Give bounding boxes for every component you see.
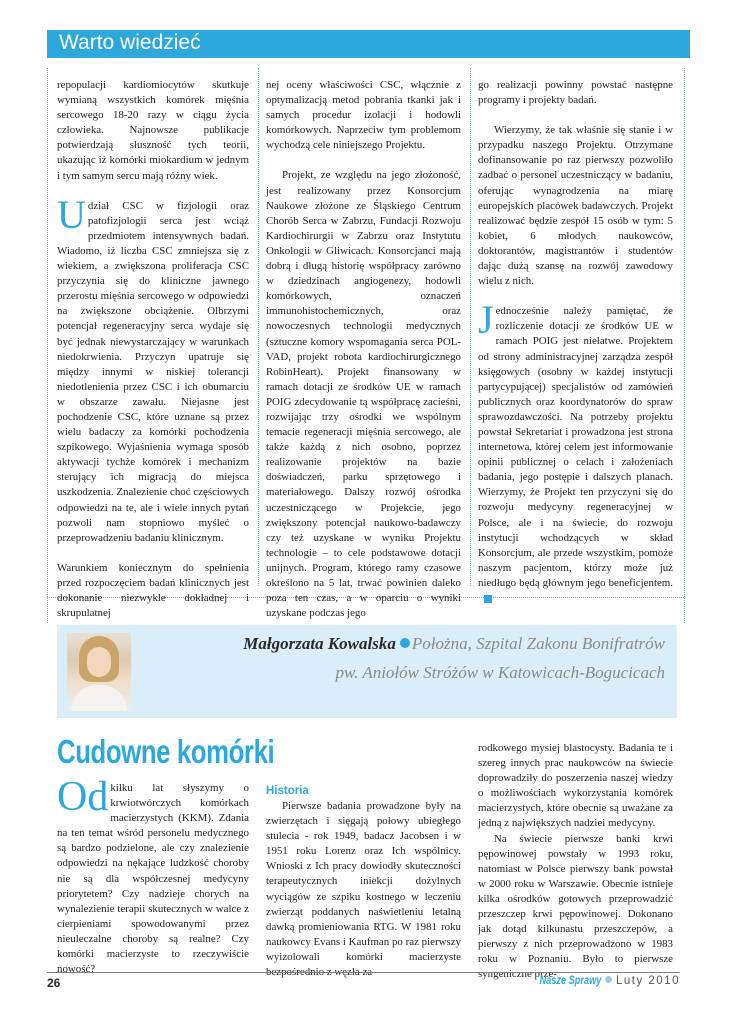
paragraph: nej oceny właściwości CSC, włącznie z optymalizacją metod pobrania tkanki jak i samych procedur izolacji i hodowli komórkowych. Naprzeciw tym problemom wychodzą cele niniejszego Projektu. (266, 79, 461, 152)
paragraph: Projekt, ze względu na jego złożoność, jest realizowany przez Konsorcjum Naukowe złożone ze Śląskiego Centrum Chorób Serca w Zabrzu, Fundacji Rozwoju Kardiochirurgii w Zabrzu oraz Instytutu Onkologii w Gliwicach. Konsorcjanci mają dobrą i długą historię współpracy zarówno w dziedzinach angiogenezy, hodowli komórkowych, oznaczeń immunohistochemicznych, oraz nowoczesnych technologii medycznych (sztuczne komory wspomagania serca POL-VAD, projekt robota kardiochirurgicznego RobinHeart). Projekt finansowany w ramach dotacji ze środków UE w ramach POIG zdecydowanie tą współpracę zacieśni, rozwijając trzy ośrodki we wspólnym temacie regeneracji mięśnia sercowego, ale także każdą z nich osobno, poprzez realizowanie projektów na bazie doświadczeń, parku sprzętowego i materiałowego. Dalszy rozwój ośrodka uczestniczącego w Projekcie, jego zwiększony potencjał naukowo-badawczy czy też uzyskane w wyniku Projektu technologie – to cele podstawowe dotacji unijnych. Program, którego ramy czasowe określono na 5 lat, trwać powinien daleko poza ten czas, a w oparciu o wyniki uzyskane podczas jego (266, 169, 461, 620)
paragraph: repopulacji kardiomiocytów skutkuje wymianą wszystkich komórek mięśnia sercowego 18-20 razy w ciągu życia człowieka. Najnowsze publikacje potwierdzają słuszność tych teorii, ukazując iż komórki miokardium w jednym i tym samym sercu mają różny wiek. (57, 79, 249, 182)
section-header-bar (47, 30, 690, 58)
drop-cap: U (57, 191, 86, 237)
paragraph-text: ednocześnie należy pamiętać, że rozliczenie dotacji ze środków UE w ramach POIG jest niełatwe. Projektem od strony administracyjnej zarządza zespół księgowych (osobny w każdej instytucji partycypującej) specjalistów od zamówień publicznych oraz koordynatorów do spraw sprawozdawczości. Na potrzeby projektu powstał Sekretariat i prowadzona jest strona internetowa, której celem jest informowanie opinii publicznej o celach i założeniach badania, jego postępie i dalszych planach. Wierzymy, że Projekt ten przyczyni się do rozwoju medycyny regeneracyjnej w Polsce, ale i na świecie, do rozwoju instytucji wchodzących w skład Konsorcjum, ale przede wszystkim, pomoże naszym pacjentom, którzy może już niedługo będą głównym jego beneficjentem. (478, 305, 673, 589)
paragraph (57, 774, 249, 977)
paragraph (57, 191, 249, 546)
footer-magazine (524, 975, 680, 987)
issue-date: Luty 2010 (615, 975, 680, 987)
author-affiliation-line-2: pw. Aniołów Stróżów w Katowicach-Bogucicach (335, 663, 665, 682)
paragraph: go realizacji powinny powstać następne programy i projekty badań. (478, 79, 673, 107)
bullet-icon (400, 638, 410, 648)
column-rule (684, 68, 685, 623)
footer-rule (47, 972, 680, 973)
section-heading: Historia (266, 785, 309, 797)
end-of-article-mark (484, 595, 492, 603)
paragraph: Wierzymy, że tak właśnie się stanie i w przypadku naszego Projektu. Otrzymane dofinansowanie po raz pierwszy pozwoliło zadbać o personel uczestniczący w badaniu, oferując wynagrodzenia na miarę europejskich placówek badawczych. Projekt realizować będzie zespół 15 osób w tym: 5 kobiet, 6 młodych naukowców, doktorantów, magistrantów i studentów dając dużą szansę na rozwój zawodowy wielu z nich. (478, 124, 673, 288)
author-affiliation: Położna, Szpital Zakonu Bonifratrów (411, 634, 665, 653)
author-byline (243, 634, 665, 654)
article1-column-1 (57, 78, 249, 621)
bullet-icon (605, 976, 612, 983)
drop-cap: Od (57, 774, 109, 820)
article1-column-2 (266, 78, 461, 621)
column-rule (470, 68, 471, 586)
article1-column-3 (478, 78, 673, 606)
page-number: 26 (47, 976, 61, 990)
article-title: Cudowne komórki (57, 733, 275, 770)
author-box (57, 625, 677, 718)
column-rule (47, 68, 48, 623)
section-title: Warto wiedzieć (59, 31, 201, 54)
paragraph: Pierwsze badania prowadzone były na zwierzętach i sięgają połowy ubiegłego stulecia - rok 1949, badacz Jacobsen i w 1951 roku Lorenz oraz Ich wspólnicy. Wnioski z Ich pracy dowiodły skuteczności terapeutycznych iniekcji dożylnych wyciągów ze szpiku kostnego w leczeniu zwierząt poddanych naświetleniu letalną dawką promieniowania RTG. W 1981 roku naukowcy Evans i Kaufman po raz pierwszy wyizolowali komórki macierzyste bezpośrednio z węzła za- (266, 800, 461, 979)
article2-column-3 (478, 741, 673, 983)
paragraph-text: dział CSC w fizjologii oraz patofizjologii serca jest wciąż przedmiotem intensywnych badań. Wiadomo, iż liczba CSC zmniejsza się z wiekiem, a zwiększona proliferacja CSC przyczynia się do kliniczne jawnego przerostu mięśnia sercowego w odpowiedzi na zwiększone obciążenie. Olbrzymi potencjał regeneracyjny serca wydaje się być jednak niewystarczający w warunkach niedokrwienia. Przyczyn upatruje się między innymi w niskiej tolerancji niedotlenienia przez CSC i ich obumarciu w obszarze zawału. Niejasne jest pochodzenie CSC, które uznane są przez wielu badaczy za komórki pochodzenia szpikowego. Wyjaśnienia wymaga sposób aktywacji tychże komórek i mechanizm sterujący ich migracją do miejsca uszkodzenia. Znalezienie choć częściowych odpowiedzi na te, ale i wiele innych pytań pozwoli nam stopniowo myśleć o przeprowadzeniu badaniu klinicznym. (57, 199, 249, 544)
article2-column-1 (57, 774, 249, 977)
author-photo (67, 633, 131, 711)
paragraph: Warunkiem koniecznym do spełnienia przed rozpoczęciem badań klinicznych jest dokonanie niezwykle dokładnej i skrupulatnej (57, 561, 249, 620)
paragraph-text: kilku lat słyszymy o krwiotwórczych komórkach macierzystych (KKM). Zdania na ten temat wśród personelu medycznego są bardzo podzielone, ale czy znalezienie odpowiedzi na nękające ludzkość choroby nie są dla współczesnej medycyny priorytetem? Czy nadzieje chorych na wynalezienie terapii skutecznych w walce z cierpieniami spowodowanymi przez nieuleczalne choroby są realne? Czy komórki macierzyste to rzeczywiście nowość? (57, 782, 249, 976)
column-rule (258, 68, 259, 586)
article2-column-2 (266, 784, 461, 980)
author-name: Małgorzata Kowalska (243, 634, 396, 653)
paragraph: rodkowego mysiej blastocysty. Badania te i szereg innych prac naukowców na świecie doprowadziły do poszerzenia naszej wiedzy o możliwościach wykorzystania komórek macierzystych, które obecnie są uważane za jedną z największych nadziei medycyny. (478, 742, 673, 830)
drop-cap: J (478, 297, 494, 343)
magazine-name: Nasze Sprawy (539, 975, 601, 987)
paragraph (478, 297, 673, 606)
paragraph: Na świecie pierwsze banki krwi pępowinowej powstały w 1993 roku, natomiast w Polsce pierwszy bank powstał w 2000 roku w Warszawie. Obecnie istnieje kilka ośrodków gotowych przeprowadzić przeszczep krwi pępowinowej. Dokonano jak dotąd kilkunastu przeszczepów, a pierwszy z nich przeprowadzono w 1983 roku w Poznaniu. Było to pierwsze syngeniczne prze- (478, 832, 673, 981)
